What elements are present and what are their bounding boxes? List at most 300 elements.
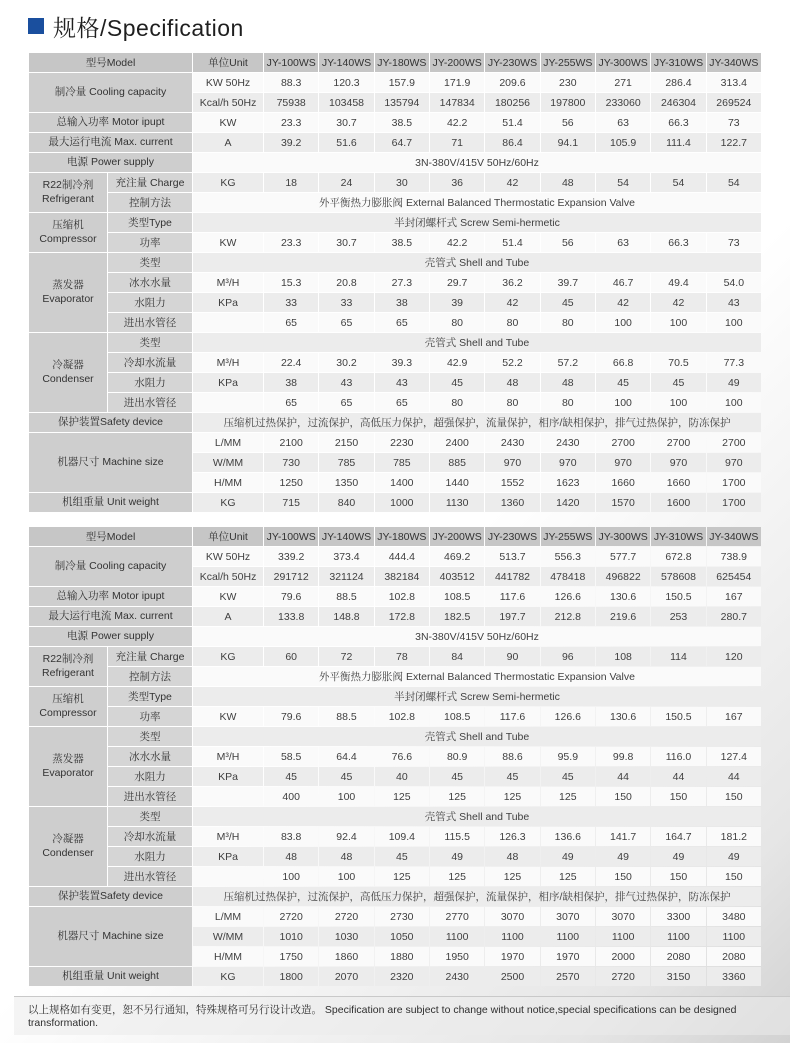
value-cell: 291712 xyxy=(264,567,318,586)
value-cell: 33 xyxy=(264,293,318,312)
unit-cell: H/MM xyxy=(193,947,263,966)
unit-cell: KG xyxy=(193,173,263,192)
span-value-cell: 壳管式 Shell and Tube xyxy=(193,253,761,272)
table-row xyxy=(29,233,761,252)
value-cell: 54.0 xyxy=(707,273,761,292)
unit-cell xyxy=(193,787,263,806)
category-label: 机器尺寸 Machine size xyxy=(29,907,192,966)
category-label: 蒸发器 Evaporator xyxy=(29,253,107,332)
table-row xyxy=(29,767,761,786)
span-value-cell: 半封闭螺杆式 Screw Semi-hermetic xyxy=(193,687,761,706)
value-cell: 164.7 xyxy=(651,827,705,846)
sub-label: 进出水管径 xyxy=(108,867,192,886)
model-name-cell: JY-140WS xyxy=(319,527,373,546)
value-cell: 403512 xyxy=(430,567,484,586)
value-cell: 15.3 xyxy=(264,273,318,292)
value-cell: 88.6 xyxy=(485,747,539,766)
value-cell: 77.3 xyxy=(707,353,761,372)
value-cell: 65 xyxy=(375,313,429,332)
value-cell: 126.6 xyxy=(541,587,595,606)
table-row xyxy=(29,273,761,292)
value-cell: 125 xyxy=(485,867,539,886)
value-cell: 125 xyxy=(430,867,484,886)
value-cell: 23.3 xyxy=(264,113,318,132)
category-label: 制冷量 Cooling capacity xyxy=(29,73,192,112)
value-cell: 3360 xyxy=(707,967,761,986)
value-cell: 49 xyxy=(707,373,761,392)
value-cell: 230 xyxy=(541,73,595,92)
value-cell: 80 xyxy=(485,313,539,332)
table-row xyxy=(29,667,761,686)
model-name-cell: JY-230WS xyxy=(485,527,539,546)
value-cell: 2230 xyxy=(375,433,429,452)
value-cell: 469.2 xyxy=(430,547,484,566)
value-cell: 136.6 xyxy=(541,827,595,846)
table-row xyxy=(29,707,761,726)
unit-cell: M³/H xyxy=(193,747,263,766)
value-cell: 122.7 xyxy=(707,133,761,152)
table-row xyxy=(29,73,761,92)
unit-cell: A xyxy=(193,607,263,626)
category-label: 机器尺寸 Machine size xyxy=(29,433,192,492)
value-cell: 478418 xyxy=(541,567,595,586)
value-cell: 3070 xyxy=(596,907,650,926)
value-cell: 167 xyxy=(707,707,761,726)
value-cell: 30.7 xyxy=(319,233,373,252)
value-cell: 148.8 xyxy=(319,607,373,626)
unit-cell: H/MM xyxy=(193,473,263,492)
value-cell: 45 xyxy=(541,767,595,786)
table-row xyxy=(29,687,761,706)
unit-cell: M³/H xyxy=(193,353,263,372)
value-cell: 49.4 xyxy=(651,273,705,292)
value-cell: 970 xyxy=(651,453,705,472)
value-cell: 2700 xyxy=(707,433,761,452)
value-cell: 65 xyxy=(319,393,373,412)
value-cell: 1350 xyxy=(319,473,373,492)
value-cell: 1100 xyxy=(596,927,650,946)
value-cell: 73 xyxy=(707,233,761,252)
value-cell: 1552 xyxy=(485,473,539,492)
value-cell: 2080 xyxy=(707,947,761,966)
value-cell: 441782 xyxy=(485,567,539,586)
model-name-cell: JY-180WS xyxy=(375,527,429,546)
table-row xyxy=(29,393,761,412)
model-name-cell: JY-300WS xyxy=(596,53,650,72)
value-cell: 1440 xyxy=(430,473,484,492)
value-cell: 1130 xyxy=(430,493,484,512)
value-cell: 171.9 xyxy=(430,73,484,92)
table-row xyxy=(29,547,761,566)
unit-cell: L/MM xyxy=(193,907,263,926)
value-cell: 321124 xyxy=(319,567,373,586)
category-label: 制冷量 Cooling capacity xyxy=(29,547,192,586)
category-label: R22制冷剂 Refrigerant xyxy=(29,173,107,212)
value-cell: 58.5 xyxy=(264,747,318,766)
value-cell: 80 xyxy=(430,313,484,332)
value-cell: 100 xyxy=(264,867,318,886)
value-cell: 72 xyxy=(319,647,373,666)
table-row xyxy=(29,433,761,452)
value-cell: 38 xyxy=(264,373,318,392)
value-cell: 197800 xyxy=(541,93,595,112)
value-cell: 116.0 xyxy=(651,747,705,766)
value-cell: 2430 xyxy=(485,433,539,452)
value-cell: 48 xyxy=(485,847,539,866)
value-cell: 56 xyxy=(541,233,595,252)
sub-label: 冰水水量 xyxy=(108,747,192,766)
table-row xyxy=(29,313,761,332)
value-cell: 172.8 xyxy=(375,607,429,626)
sub-label: 冷却水流量 xyxy=(108,353,192,372)
model-name-cell: JY-340WS xyxy=(707,53,761,72)
value-cell: 150 xyxy=(596,787,650,806)
value-cell: 36 xyxy=(430,173,484,192)
table-row xyxy=(29,173,761,192)
table-row xyxy=(29,827,761,846)
value-cell: 45 xyxy=(430,373,484,392)
value-cell: 92.4 xyxy=(319,827,373,846)
footer-note: 以上规格如有变更，恕不另行通知，特殊规格可另行设计改造。 Specification are subject to change without notice,special specifications can be designed transformation. xyxy=(14,996,790,1035)
sub-label: 充注量 Charge xyxy=(108,647,192,666)
value-cell: 3480 xyxy=(707,907,761,926)
value-cell: 38 xyxy=(375,293,429,312)
value-cell: 970 xyxy=(485,453,539,472)
value-cell: 39.7 xyxy=(541,273,595,292)
category-label: 总输入功率 Motor ipupt xyxy=(29,113,192,132)
value-cell: 578608 xyxy=(651,567,705,586)
value-cell: 24 xyxy=(319,173,373,192)
spec-table-1 xyxy=(28,52,762,513)
value-cell: 100 xyxy=(651,313,705,332)
span-value-cell: 3N-380V/415V 50Hz/60Hz xyxy=(193,627,761,646)
value-cell: 253 xyxy=(651,607,705,626)
value-cell: 49 xyxy=(430,847,484,866)
value-cell: 2500 xyxy=(485,967,539,986)
table-row xyxy=(29,213,761,232)
value-cell: 44 xyxy=(651,767,705,786)
value-cell: 1420 xyxy=(541,493,595,512)
table-row xyxy=(29,253,761,272)
value-cell: 30.7 xyxy=(319,113,373,132)
value-cell: 2730 xyxy=(375,907,429,926)
value-cell: 48 xyxy=(541,373,595,392)
value-cell: 80 xyxy=(541,393,595,412)
value-cell: 79.6 xyxy=(264,707,318,726)
unit-cell: KG xyxy=(193,493,263,512)
value-cell: 286.4 xyxy=(651,73,705,92)
value-cell: 33 xyxy=(319,293,373,312)
model-name-cell: JY-100WS xyxy=(264,53,318,72)
value-cell: 108 xyxy=(596,647,650,666)
value-cell: 577.7 xyxy=(596,547,650,566)
value-cell: 209.6 xyxy=(485,73,539,92)
unit-cell xyxy=(193,867,263,886)
sub-label: 控制方法 xyxy=(108,193,192,212)
value-cell: 2770 xyxy=(430,907,484,926)
value-cell: 114 xyxy=(651,647,705,666)
value-cell: 1800 xyxy=(264,967,318,986)
value-cell: 45 xyxy=(485,767,539,786)
value-cell: 64.4 xyxy=(319,747,373,766)
value-cell: 100 xyxy=(707,313,761,332)
sub-label: 类型 xyxy=(108,333,192,352)
unit-cell: A xyxy=(193,133,263,152)
model-name-cell: JY-310WS xyxy=(651,53,705,72)
value-cell: 1970 xyxy=(485,947,539,966)
span-value-cell: 壳管式 Shell and Tube xyxy=(193,333,761,352)
value-cell: 90 xyxy=(485,647,539,666)
category-label: 电源 Power supply xyxy=(29,627,192,646)
value-cell: 125 xyxy=(541,867,595,886)
value-cell: 382184 xyxy=(375,567,429,586)
value-cell: 45 xyxy=(375,847,429,866)
value-cell: 45 xyxy=(651,373,705,392)
value-cell: 2720 xyxy=(319,907,373,926)
value-cell: 1360 xyxy=(485,493,539,512)
value-cell: 73 xyxy=(707,113,761,132)
value-cell: 102.8 xyxy=(375,587,429,606)
unit-cell xyxy=(193,393,263,412)
table-row xyxy=(29,113,761,132)
value-cell: 785 xyxy=(375,453,429,472)
value-cell: 1660 xyxy=(596,473,650,492)
unit-cell: M³/H xyxy=(193,273,263,292)
value-cell: 96 xyxy=(541,647,595,666)
value-cell: 42.2 xyxy=(430,233,484,252)
value-cell: 150 xyxy=(596,867,650,886)
sub-label: 功率 xyxy=(108,233,192,252)
value-cell: 2430 xyxy=(430,967,484,986)
value-cell: 42 xyxy=(596,293,650,312)
value-cell: 42.9 xyxy=(430,353,484,372)
model-header-cell: 型号Model xyxy=(29,527,192,546)
sub-label: 水阻力 xyxy=(108,373,192,392)
table-row xyxy=(29,133,761,152)
value-cell: 157.9 xyxy=(375,73,429,92)
value-cell: 556.3 xyxy=(541,547,595,566)
value-cell: 71 xyxy=(430,133,484,152)
value-cell: 52.2 xyxy=(485,353,539,372)
value-cell: 133.8 xyxy=(264,607,318,626)
value-cell: 1100 xyxy=(430,927,484,946)
category-label: 压缩机 Compressor xyxy=(29,687,107,726)
value-cell: 2150 xyxy=(319,433,373,452)
value-cell: 1600 xyxy=(651,493,705,512)
value-cell: 38.5 xyxy=(375,233,429,252)
value-cell: 49 xyxy=(596,847,650,866)
sub-label: 类型 xyxy=(108,807,192,826)
value-cell: 111.4 xyxy=(651,133,705,152)
value-cell: 99.8 xyxy=(596,747,650,766)
value-cell: 127.4 xyxy=(707,747,761,766)
model-name-cell: JY-180WS xyxy=(375,53,429,72)
value-cell: 30.2 xyxy=(319,353,373,372)
value-cell: 39 xyxy=(430,293,484,312)
sub-label: 进出水管径 xyxy=(108,313,192,332)
value-cell: 48 xyxy=(541,173,595,192)
value-cell: 197.7 xyxy=(485,607,539,626)
value-cell: 182.5 xyxy=(430,607,484,626)
unit-cell: KW 50Hz xyxy=(193,73,263,92)
table-row xyxy=(29,153,761,172)
span-value-cell: 外平衡热力膨胀阀 External Balanced Thermostatic Expansion Valve xyxy=(193,193,761,212)
value-cell: 83.8 xyxy=(264,827,318,846)
value-cell: 84 xyxy=(430,647,484,666)
value-cell: 23.3 xyxy=(264,233,318,252)
value-cell: 51.4 xyxy=(485,233,539,252)
value-cell: 1860 xyxy=(319,947,373,966)
value-cell: 56 xyxy=(541,113,595,132)
value-cell: 57.2 xyxy=(541,353,595,372)
value-cell: 672.8 xyxy=(651,547,705,566)
value-cell: 78 xyxy=(375,647,429,666)
value-cell: 1950 xyxy=(430,947,484,966)
span-value-cell: 壳管式 Shell and Tube xyxy=(193,807,761,826)
value-cell: 246304 xyxy=(651,93,705,112)
value-cell: 167 xyxy=(707,587,761,606)
table-row xyxy=(29,727,761,746)
value-cell: 54 xyxy=(707,173,761,192)
value-cell: 42.2 xyxy=(430,113,484,132)
span-value-cell: 外平衡热力膨胀阀 External Balanced Thermostatic Expansion Valve xyxy=(193,667,761,686)
value-cell: 63 xyxy=(596,113,650,132)
category-label: 蒸发器 Evaporator xyxy=(29,727,107,806)
table-row xyxy=(29,333,761,352)
unit-cell: W/MM xyxy=(193,453,263,472)
value-cell: 117.6 xyxy=(485,587,539,606)
value-cell: 18 xyxy=(264,173,318,192)
value-cell: 1700 xyxy=(707,473,761,492)
table-row xyxy=(29,967,761,986)
value-cell: 373.4 xyxy=(319,547,373,566)
span-value-cell: 压缩机过热保护，过流保护，高低压力保护，超强保护，流量保护，相序/缺相保护，排气过热保护，防冻保护 xyxy=(193,413,761,432)
value-cell: 1750 xyxy=(264,947,318,966)
sub-label: 冷却水流量 xyxy=(108,827,192,846)
sub-label: 水阻力 xyxy=(108,293,192,312)
value-cell: 43 xyxy=(375,373,429,392)
value-cell: 1100 xyxy=(707,927,761,946)
section-header xyxy=(28,10,762,42)
value-cell: 29.7 xyxy=(430,273,484,292)
value-cell: 2700 xyxy=(596,433,650,452)
spec-table-2 xyxy=(28,526,762,987)
value-cell: 51.4 xyxy=(485,113,539,132)
value-cell: 30 xyxy=(375,173,429,192)
value-cell: 94.1 xyxy=(541,133,595,152)
value-cell: 269524 xyxy=(707,93,761,112)
span-value-cell: 壳管式 Shell and Tube xyxy=(193,727,761,746)
value-cell: 100 xyxy=(651,393,705,412)
unit-cell: M³/H xyxy=(193,827,263,846)
value-cell: 125 xyxy=(541,787,595,806)
unit-cell: Kcal/h 50Hz xyxy=(193,567,263,586)
value-cell: 49 xyxy=(707,847,761,866)
value-cell: 135794 xyxy=(375,93,429,112)
value-cell: 115.5 xyxy=(430,827,484,846)
value-cell: 785 xyxy=(319,453,373,472)
category-label: 保护装置Safety device xyxy=(29,887,192,906)
value-cell: 100 xyxy=(319,867,373,886)
sub-label: 进出水管径 xyxy=(108,787,192,806)
value-cell: 3300 xyxy=(651,907,705,926)
value-cell: 66.3 xyxy=(651,113,705,132)
value-cell: 1970 xyxy=(541,947,595,966)
value-cell: 45 xyxy=(264,767,318,786)
category-label: 总输入功率 Motor ipupt xyxy=(29,587,192,606)
value-cell: 39.2 xyxy=(264,133,318,152)
model-name-cell: JY-340WS xyxy=(707,527,761,546)
value-cell: 970 xyxy=(707,453,761,472)
table-row xyxy=(29,193,761,212)
value-cell: 1400 xyxy=(375,473,429,492)
value-cell: 125 xyxy=(485,787,539,806)
value-cell: 51.6 xyxy=(319,133,373,152)
value-cell: 76.6 xyxy=(375,747,429,766)
value-cell: 80.9 xyxy=(430,747,484,766)
value-cell: 64.7 xyxy=(375,133,429,152)
unit-cell: Kcal/h 50Hz xyxy=(193,93,263,112)
value-cell: 125 xyxy=(430,787,484,806)
value-cell: 88.3 xyxy=(264,73,318,92)
value-cell: 150.5 xyxy=(651,707,705,726)
value-cell: 48 xyxy=(485,373,539,392)
category-label: 机组重量 Unit weight xyxy=(29,493,192,512)
unit-cell: KW xyxy=(193,587,263,606)
value-cell: 1030 xyxy=(319,927,373,946)
value-cell: 100 xyxy=(596,313,650,332)
model-name-cell: JY-230WS xyxy=(485,53,539,72)
category-label: R22制冷剂 Refrigerant xyxy=(29,647,107,686)
sub-label: 控制方法 xyxy=(108,667,192,686)
sub-label: 类型 xyxy=(108,727,192,746)
value-cell: 48 xyxy=(319,847,373,866)
value-cell: 45 xyxy=(596,373,650,392)
model-name-cell: JY-200WS xyxy=(430,53,484,72)
value-cell: 20.8 xyxy=(319,273,373,292)
table-row xyxy=(29,493,761,512)
unit-cell: KG xyxy=(193,967,263,986)
value-cell: 100 xyxy=(707,393,761,412)
value-cell: 22.4 xyxy=(264,353,318,372)
model-name-cell: JY-310WS xyxy=(651,527,705,546)
value-cell: 88.5 xyxy=(319,587,373,606)
value-cell: 181.2 xyxy=(707,827,761,846)
sub-label: 冰水水量 xyxy=(108,273,192,292)
value-cell: 444.4 xyxy=(375,547,429,566)
table-row xyxy=(29,867,761,886)
value-cell: 1880 xyxy=(375,947,429,966)
header-row xyxy=(29,53,761,72)
table-row xyxy=(29,413,761,432)
section-bullet-icon xyxy=(28,18,44,34)
value-cell: 42 xyxy=(485,173,539,192)
value-cell: 80 xyxy=(485,393,539,412)
value-cell: 108.5 xyxy=(430,707,484,726)
value-cell: 271 xyxy=(596,73,650,92)
value-cell: 120 xyxy=(707,647,761,666)
value-cell: 885 xyxy=(430,453,484,472)
unit-cell: KPa xyxy=(193,373,263,392)
model-name-cell: JY-255WS xyxy=(541,53,595,72)
sub-label: 水阻力 xyxy=(108,767,192,786)
value-cell: 3150 xyxy=(651,967,705,986)
value-cell: 150.5 xyxy=(651,587,705,606)
value-cell: 3070 xyxy=(485,907,539,926)
value-cell: 970 xyxy=(541,453,595,472)
unit-cell: W/MM xyxy=(193,927,263,946)
value-cell: 2720 xyxy=(264,907,318,926)
